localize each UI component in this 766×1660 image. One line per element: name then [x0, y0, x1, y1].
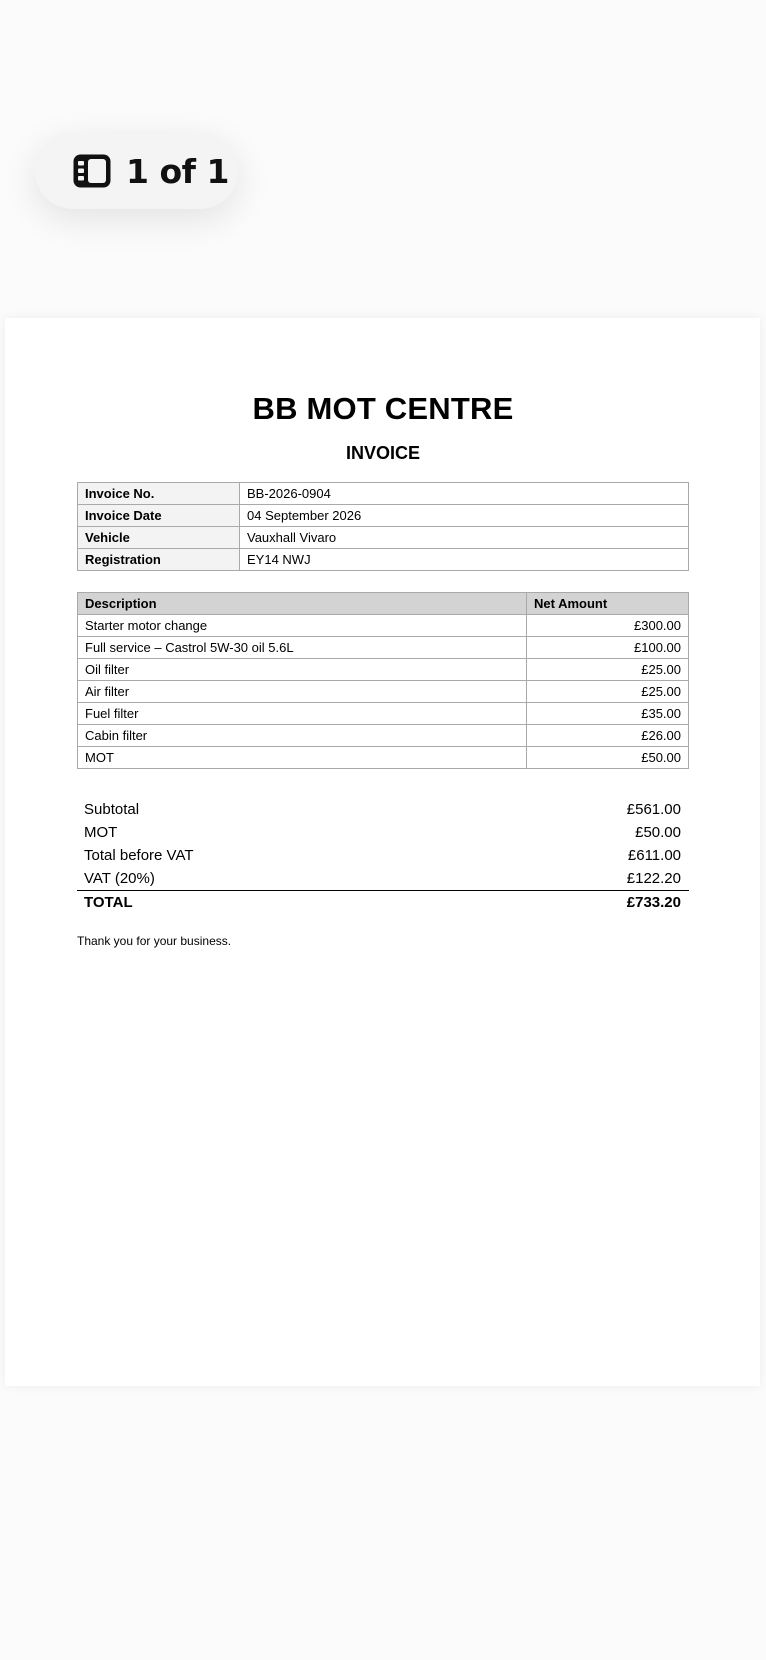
table-row: [78, 725, 689, 747]
page-indicator[interactable]: [35, 133, 238, 209]
grand-total-label: TOTAL: [84, 894, 133, 911]
footer-note: Thank you for your business.: [77, 934, 232, 948]
total-label: VAT (20%): [84, 870, 155, 887]
sidebar-thumbnails-icon: [72, 153, 112, 189]
item-amount: £26.00: [527, 725, 689, 747]
column-header-description: Description: [78, 593, 527, 615]
line-items-table: [77, 592, 689, 769]
table-row: [78, 637, 689, 659]
total-value: £561.00: [626, 801, 681, 818]
company-name: BB MOT CENTRE: [252, 391, 514, 426]
meta-label: Invoice Date: [78, 505, 240, 527]
item-description: Air filter: [78, 681, 527, 703]
table-row: [78, 703, 689, 725]
meta-value: EY14 NWJ: [240, 549, 689, 571]
item-description: Oil filter: [78, 659, 527, 681]
meta-value: Vauxhall Vivaro: [240, 527, 689, 549]
meta-value: BB-2026-0904: [240, 483, 689, 505]
total-label: Subtotal: [84, 801, 140, 818]
total-value: £611.00: [627, 847, 681, 864]
table-row: [78, 615, 689, 637]
totals-section: [77, 798, 689, 914]
table-row: [78, 659, 689, 681]
item-amount: £100.00: [527, 637, 689, 659]
total-label: Total before VAT: [84, 847, 194, 864]
item-amount: £25.00: [527, 659, 689, 681]
table-row: [78, 681, 689, 703]
item-description: Full service – Castrol 5W-30 oil 5.6L: [78, 637, 527, 659]
total-value: £122.20: [626, 870, 681, 887]
grand-total-row: [77, 890, 689, 914]
item-amount: £300.00: [527, 615, 689, 637]
meta-label: Vehicle: [78, 527, 240, 549]
item-description: Fuel filter: [78, 703, 527, 725]
column-header-amount: Net Amount: [527, 593, 689, 615]
item-description: Starter motor change: [78, 615, 527, 637]
item-amount: £35.00: [527, 703, 689, 725]
total-value: £50.00: [635, 824, 681, 841]
document-type: INVOICE: [345, 443, 420, 463]
meta-row-vehicle: [78, 527, 689, 549]
total-row-mot: [77, 821, 689, 844]
meta-label: Registration: [78, 549, 240, 571]
table-header-row: [78, 593, 689, 615]
document-page: [5, 318, 760, 1386]
meta-row-invoice-no: [78, 483, 689, 505]
meta-row-invoice-date: [78, 505, 689, 527]
item-amount: £50.00: [527, 747, 689, 769]
item-description: MOT: [78, 747, 527, 769]
page-count-label: 1 of 1: [126, 151, 229, 191]
item-description: Cabin filter: [78, 725, 527, 747]
grand-total-value: £733.20: [626, 894, 681, 911]
item-amount: £25.00: [527, 681, 689, 703]
total-row-vat: [77, 867, 689, 890]
table-row: [78, 747, 689, 769]
invoice-meta-table: [77, 482, 689, 571]
total-row-subtotal: [77, 798, 689, 821]
total-row-before-vat: [77, 844, 689, 867]
total-label: MOT: [84, 824, 118, 841]
meta-row-registration: [78, 549, 689, 571]
meta-value: 04 September 2026: [240, 505, 689, 527]
meta-label: Invoice No.: [78, 483, 240, 505]
